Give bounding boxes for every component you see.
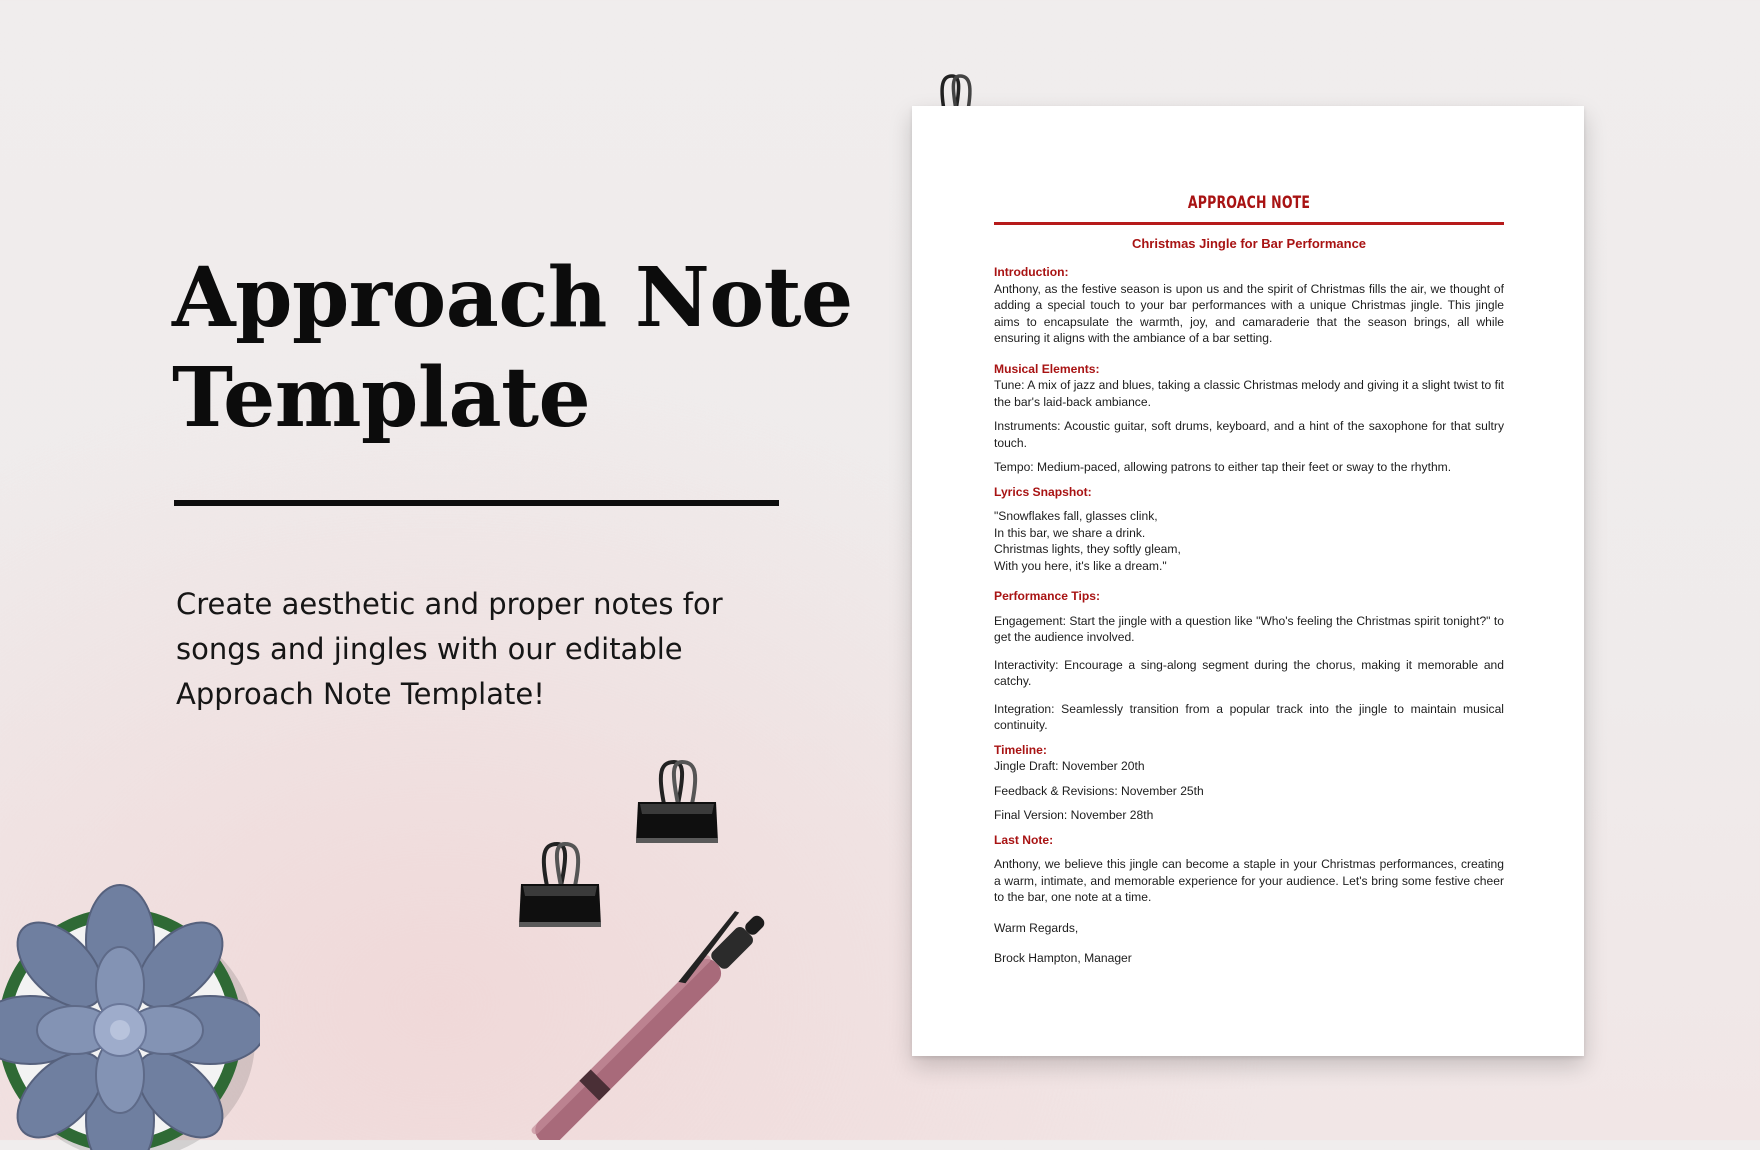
last-note-heading: Last Note:: [994, 832, 1054, 847]
title-divider: [994, 222, 1504, 225]
lyrics-line: Christmas lights, they softly gleam,: [994, 542, 1181, 556]
introduction-text: Anthony, as the festive season is upon us and the spirit of Christmas fills the air, we thought of adding a special touch to your bar performances with a unique Christmas jingle. This jingle aims to encapsulate the warmth, joy, and camaraderie that the season brings, all while ensuring it aligns with the ambiance of a bar setting.: [994, 281, 1504, 345]
headline-line-1: Approach Note: [172, 250, 853, 346]
musical-elements-heading: Musical Elements:: [994, 361, 1100, 376]
headline-divider: [174, 500, 779, 506]
interactivity-text: Interactivity: Encourage a sing-along segment during the chorus, making it memorable and catchy.: [994, 657, 1504, 688]
integration-text: Integration: Seamlessly transition from a popular track into the jingle to maintain musical continuity.: [994, 701, 1504, 732]
succulent-plant-icon: [0, 870, 260, 1150]
promo-description: Create aesthetic and proper notes for songs and jingles with our editable Approach Note Template!: [176, 587, 723, 711]
introduction-heading: Introduction:: [994, 265, 1069, 279]
tempo-text: Tempo: Medium-paced, allowing patrons to either tap their feet or sway to the rhythm.: [994, 460, 1452, 474]
pen-icon: [500, 900, 820, 1140]
instruments-text: Instruments: Acoustic guitar, soft drums, keyboard, and a hint of the saxophone for that sultry touch.: [994, 419, 1504, 450]
performance-tips-heading: Performance Tips:: [994, 589, 1100, 603]
timeline-final: Final Version: November 28th: [994, 808, 1154, 822]
document-title: APPROACH NOTE: [1187, 193, 1311, 213]
engagement-text: Engagement: Start the jingle with a question like "Who's feeling the Christmas spirit tonight?" to get the audience involved.: [994, 613, 1504, 644]
document-subtitle: Christmas Jingle for Bar Performance: [1131, 236, 1367, 251]
document-sheet: [912, 106, 1584, 1056]
last-note-text: Anthony, we believe this jingle can become a staple in your Christmas performances, creating a warm, intimate, and memorable experience for your audience. Let's bring some festive cheer to the bar, one note at a time.: [994, 857, 1504, 904]
headline-line-2: Template: [172, 350, 591, 446]
lyrics-line: "Snowflakes fall, glasses clink,: [994, 509, 1158, 523]
timeline-draft: Jingle Draft: November 20th: [994, 759, 1145, 773]
signature-text: Brock Hampton, Manager: [994, 951, 1132, 965]
lyrics-line: In this bar, we share a drink.: [994, 525, 1146, 540]
tune-text: Tune: A mix of jazz and blues, taking a classic Christmas melody and giving it a slight twist to fit the bar's laid-back ambiance.: [994, 378, 1504, 409]
binder-clip-icon: [634, 756, 720, 846]
timeline-feedback: Feedback & Revisions: November 25th: [994, 783, 1204, 798]
headline: [172, 248, 853, 448]
document-body: [994, 192, 1504, 967]
closing-text: Warm Regards,: [994, 920, 1079, 935]
lyrics-heading: Lyrics Snapshot:: [994, 484, 1092, 499]
timeline-heading: Timeline:: [994, 742, 1047, 757]
lyrics-line: With you here, it's like a dream.": [994, 558, 1167, 573]
